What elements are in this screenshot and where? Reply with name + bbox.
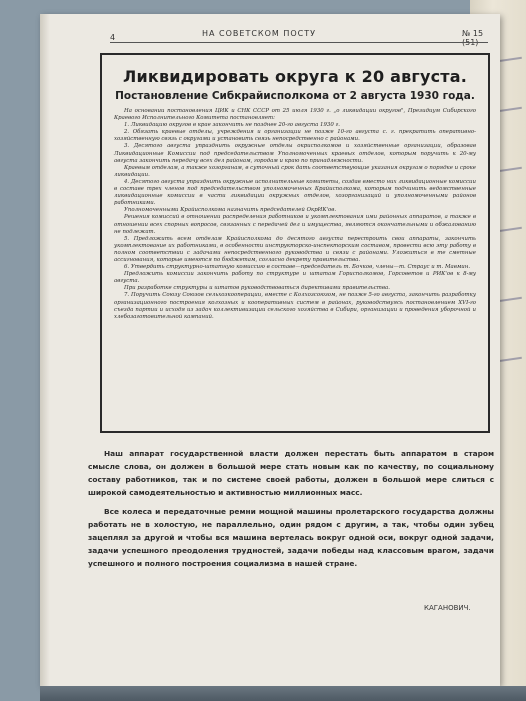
- header-rule: [110, 42, 488, 43]
- decree-paragraph: 2. Обязать краевые отделы, учреждения и организации не позже 10-го августа с. г. прекратить оперативно-хозяйственную связь с округами и установить связь непосредственно с районами.: [114, 129, 476, 143]
- decree-paragraph: 1. Ликвидацию округов в крае закончить не позднее 20-го августа 1930 г.: [124, 122, 340, 129]
- decree-paragraph: Предложить комиссии закончить работу по структуре и штатам Горисполкомов, Горсоветов и РИК'ов к 8-му августа.: [114, 271, 476, 285]
- page-header: [52, 24, 498, 42]
- decree-paragraph: Уполномоченными Крайисполкома назначить председателей ОкрИК'ов.: [124, 207, 337, 214]
- quote-paragraph: Наш аппарат государственной власти должен перестать быть аппаратом в старом смысле слова, он должен в большой мере стать новым как по качеству, по социальному составу работников, так и по системе своей работы, должен в большой мере слиться с широкой самодеятельностью и активностью миллионных масс.: [88, 449, 494, 497]
- decree-paragraph: При разработке структуры и штатов руководствоваться директивами правительства.: [124, 285, 390, 292]
- decree-box: [100, 53, 490, 433]
- decree-paragraph: 7. Поручить Союзу Союзов сельхозкооперации, вместе с Колхозсоюзом, не позже 5-го августа, закончить разработку организационного построения колхозных и кооперативных систем в районах, руководствуясь постановлением XVI-го съезда партии и исходя из задач коллективизации сельского хозяйства в Сибири, организации и проведения уборочной и хлебозаготовительной кампаний.: [114, 292, 476, 320]
- decree-paragraph: 5. Предложить всем отделам Крайисполкома до десятого августа перестроить свои аппараты, закончить укомплектование их работниками, в особенности инструкторско-инспекторским составом, провести всю эту работу в полном соответствии с задачами непосредственного руководства и связи с районами. Уложиться в те сметные ассигнования, которые имеются по бюджетам, согласно декрету правительства.: [114, 235, 476, 263]
- table-surface: [40, 686, 526, 701]
- decree-paragraph: 3. Десятого августа упразднить окружные отделы окрисполкомов и хозяйственные организации, образовав Ликвидационные Комиссии под председательством Уполномоченных краевых отделов, которым поручить к 20-му августа закончить передачу всех дел районам, городам и краю по принадлежности.: [114, 143, 476, 164]
- quote-paragraph: Все колеса и передаточные ремни мощной машины пролетарского государства должны работать не в холостую, не параллельно, один рядом с другим, а так, чтобы один зубец зацеплял за другой и чтобы вся машина вертелась вокруг одной оси, вокруг одной задачи, задачи успешного преодоления трудностей, задачи победы над классовым врагом, задачи успешного и полного построения социализма в нашей стране.: [88, 507, 494, 568]
- decree-body: [114, 108, 476, 321]
- decree-paragraph: На основании постановления ЦИК и СНК СССР от 25 июля 1930 г. „о ликвидации округов", Президиум Сибирского Краевого Исполнительного Комитета постановляет:: [114, 108, 476, 122]
- decree-title: Ликвидировать округа к 20 августа.: [122, 67, 468, 86]
- decree-paragraph: Краевым отделам, а также хозорганам, в суточный срок дать соответствующие указания округам о порядке и сроке ликвидации.: [114, 164, 476, 178]
- paper-fold-edge: [40, 14, 50, 686]
- page-number: 4: [110, 33, 116, 42]
- kaganovich-quote: [88, 447, 494, 576]
- issue-number: № 15: [462, 29, 484, 38]
- decree-subtitle: Постановление Сибкрайисполкома от 2 августа 1930 года.: [115, 90, 475, 102]
- decree-paragraph: 4. Десятого августа упразднить окружные исполнительные комитеты, создав вместо них ликвидационные комиссии в составе трех членов под председательством уполномоченных Крайисполкома, которым подчинить ведомственные ликвидационные комиссии в части ликвидации окружных отделов, хозорганизаций и уполномоченными районов работниками.: [114, 178, 476, 207]
- decree-paragraph: Решения комиссий в отношении распределения работников и укомплектования ими районных аппаратов, а также в отношении всех спорных вопросов, связанных с передачей дел и имущества, являются окончательными и обжалованию не подлежат.: [114, 214, 476, 235]
- quote-signature: КАГАНОВИЧ.: [424, 604, 471, 612]
- decree-paragraph: 6. Утвердить структурно-штатную комиссию в составе—председатель т. Бочков, члены—т. Страус и т. Мавмин.: [124, 264, 471, 271]
- masthead: НА СОВЕТСКОМ ПОСТУ: [202, 29, 317, 38]
